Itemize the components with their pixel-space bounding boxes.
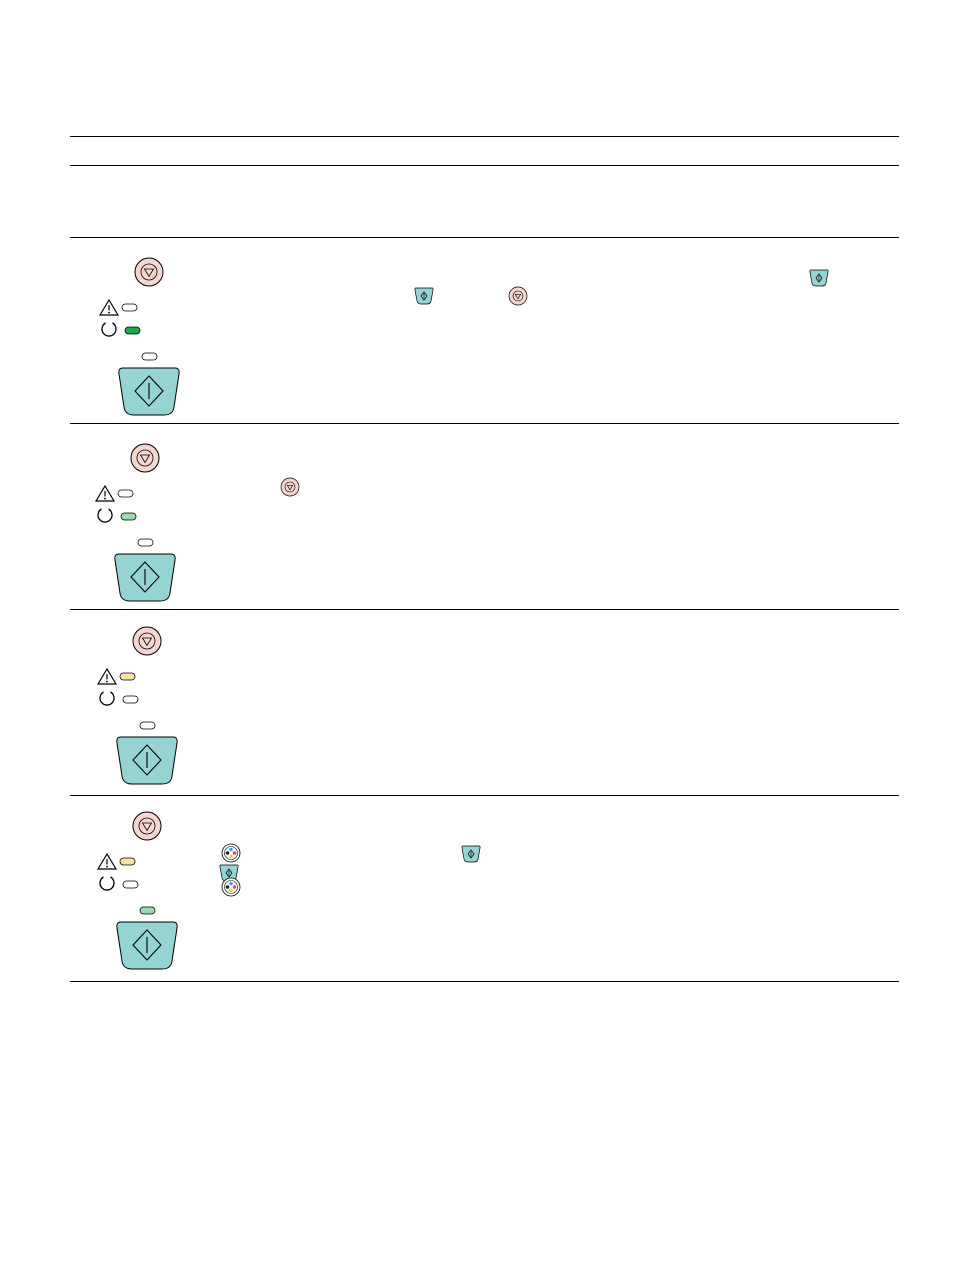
printer-panel-row-4 [94, 808, 184, 973]
cancel-icon [508, 286, 528, 306]
go-icon [809, 269, 829, 287]
warning-triangle-icon [96, 486, 114, 501]
go-icon [461, 845, 481, 863]
go-icon [414, 287, 434, 305]
cancel-button[interactable] [135, 258, 163, 286]
go-led [138, 539, 153, 546]
row-divider [70, 609, 899, 610]
go-led [140, 722, 155, 729]
ready-led [123, 881, 138, 888]
printer-panel-row-1 [96, 254, 186, 419]
go-button[interactable] [117, 737, 177, 784]
row-divider [70, 423, 899, 424]
ready-arc-icon [102, 323, 116, 336]
print-cartridge-icon [221, 843, 241, 863]
table-header-rule [70, 165, 899, 166]
row-divider [70, 795, 899, 796]
go-button[interactable] [115, 554, 175, 601]
cancel-icon [280, 477, 300, 497]
ready-arc-icon [100, 877, 114, 890]
attention-led [122, 304, 137, 311]
attention-led [120, 673, 135, 680]
cancel-button[interactable] [131, 444, 159, 472]
attention-led [118, 490, 133, 497]
ready-led [125, 327, 140, 334]
ready-led [123, 696, 138, 703]
go-button[interactable] [117, 922, 177, 969]
row-divider [70, 237, 899, 238]
cancel-button[interactable] [133, 627, 161, 655]
warning-triangle-icon [98, 669, 116, 684]
ready-arc-icon [98, 509, 112, 522]
printer-panel-row-3 [94, 623, 184, 788]
printer-panel-row-2 [92, 440, 182, 605]
cancel-button[interactable] [133, 812, 161, 840]
table-top-rule [70, 136, 899, 137]
go-button[interactable] [119, 368, 179, 415]
warning-triangle-icon [100, 300, 118, 315]
ready-led [121, 513, 136, 520]
table-bottom-rule [70, 981, 899, 982]
go-led [142, 353, 157, 360]
attention-led [120, 858, 135, 865]
warning-triangle-icon [98, 854, 116, 869]
go-led [140, 907, 155, 914]
print-cartridge-icon [221, 877, 241, 897]
ready-arc-icon [100, 692, 114, 705]
